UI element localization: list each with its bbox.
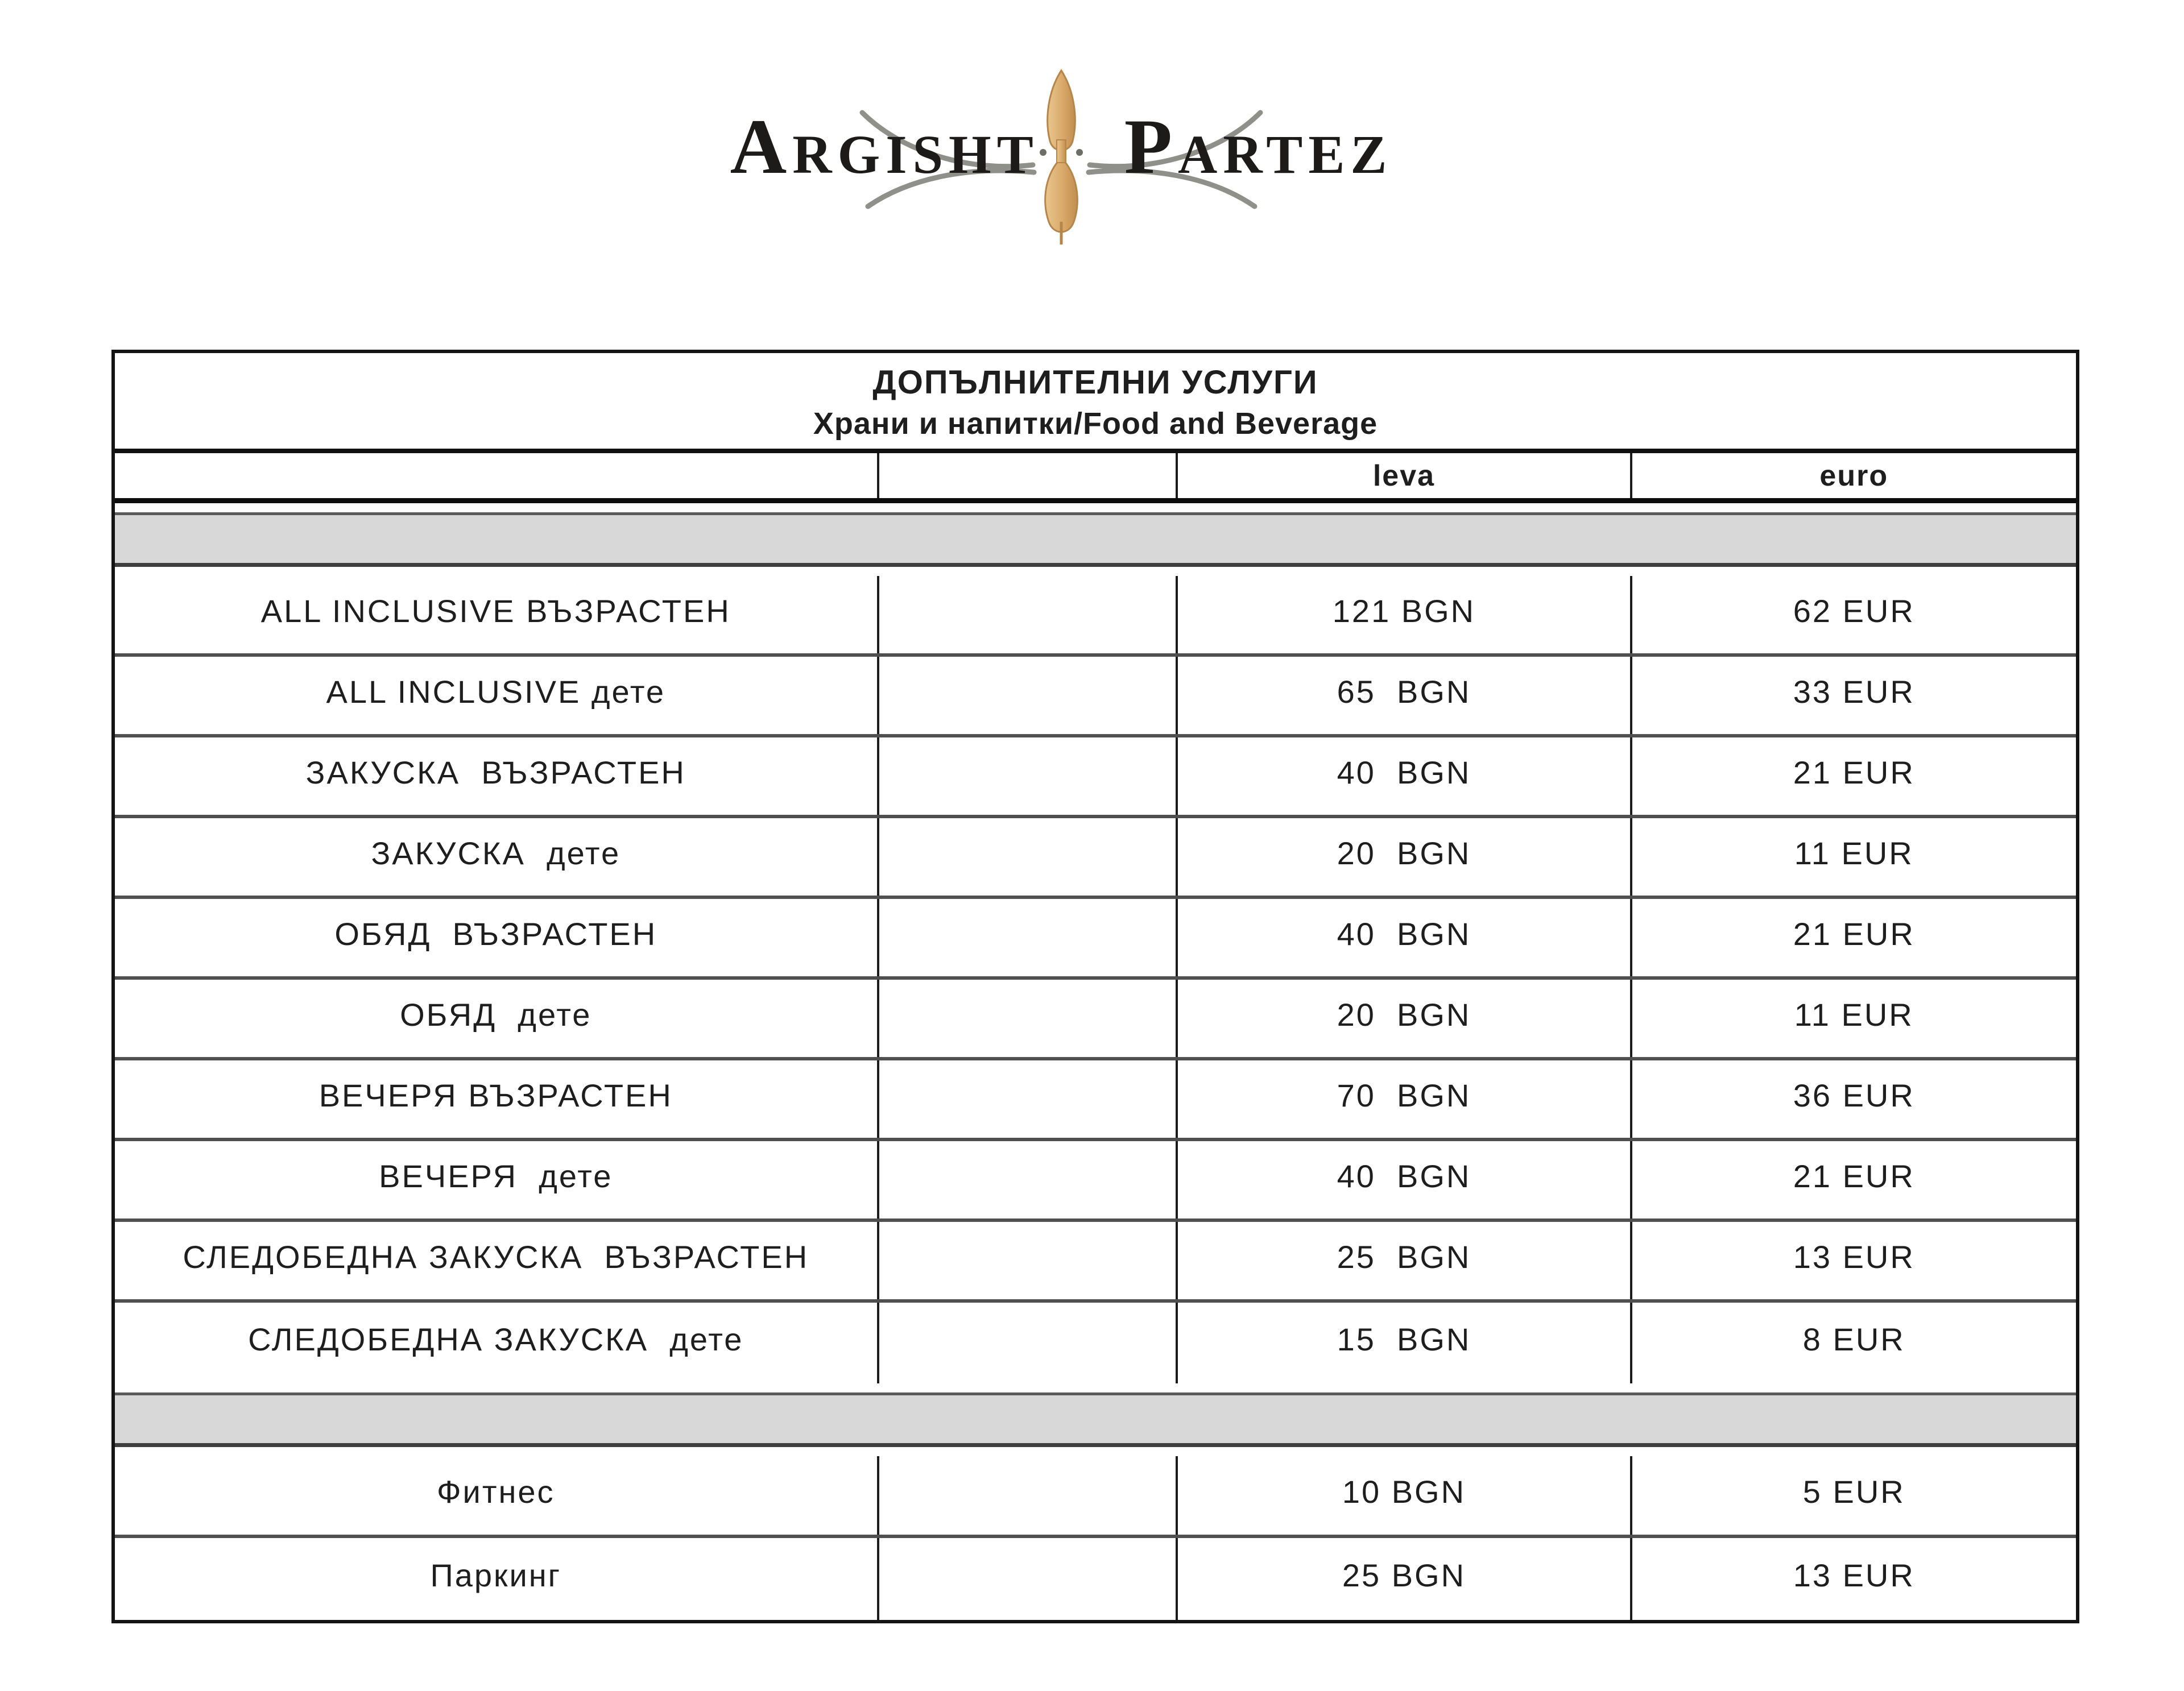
- service-extra-cell: [877, 1538, 1176, 1620]
- logo-text: [663, 67, 1459, 192]
- service-name: Паркинг: [430, 1557, 562, 1593]
- service-price-euro: 13 EUR: [1630, 1222, 2076, 1299]
- service-row: [115, 1060, 2076, 1141]
- service-price-leva: 20 BGN: [1176, 980, 1629, 1057]
- column-header-row: [115, 453, 2076, 503]
- service-name: ОБЯД ВЪЗРАСТЕН: [334, 915, 657, 952]
- band-fill: [115, 512, 2076, 567]
- service-price-euro: 11 EUR: [1630, 980, 2076, 1057]
- service-price-leva: 40 BGN: [1176, 1141, 1629, 1218]
- service-name: ВЕЧЕРЯ ВЪЗРАСТЕН: [318, 1077, 673, 1113]
- service-price-leva: 25 BGN: [1176, 1538, 1629, 1620]
- service-row: [115, 1456, 2076, 1538]
- service-price-euro: 5 EUR: [1630, 1456, 2076, 1535]
- price-table: [111, 350, 2079, 1623]
- service-row: [115, 737, 2076, 818]
- service-extra-cell: [877, 1303, 1176, 1383]
- service-name: ОБЯД дете: [400, 996, 592, 1033]
- service-price-leva: 121 BGN: [1176, 576, 1629, 653]
- service-price-euro: 11 EUR: [1630, 818, 2076, 896]
- service-row: [115, 657, 2076, 737]
- service-name: ALL INCLUSIVE дете: [326, 673, 665, 710]
- service-extra-cell: [877, 657, 1176, 734]
- table-header: [115, 353, 2076, 453]
- service-row: [115, 1222, 2076, 1303]
- service-name: СЛЕДОБЕДНА ЗАКУСКА ВЪЗРАСТЕН: [183, 1238, 809, 1275]
- service-extra-cell: [877, 1222, 1176, 1299]
- table-subtitle: Храни и напитки/Food and Beverage: [813, 407, 1378, 441]
- section-divider-band: [115, 1383, 2076, 1456]
- service-row: [115, 899, 2076, 980]
- service-price-leva: 65 BGN: [1176, 657, 1629, 734]
- logo-word-partez: PARTEZ: [1124, 103, 1393, 190]
- service-price-euro: 13 EUR: [1630, 1538, 2076, 1620]
- service-name: СЛЕДОБЕДНА ЗАКУСКА дете: [248, 1321, 744, 1357]
- service-price-leva: 10 BGN: [1176, 1456, 1629, 1535]
- service-price-euro: 62 EUR: [1630, 576, 2076, 653]
- service-name: ЗАКУСКА ВЪЗРАСТЕН: [305, 754, 686, 790]
- service-price-euro: 21 EUR: [1630, 899, 2076, 976]
- service-name: ALL INCLUSIVE ВЪЗРАСТЕН: [260, 592, 731, 629]
- section-divider-band: [115, 503, 2076, 576]
- service-extra-cell: [877, 1141, 1176, 1218]
- service-price-euro: 33 EUR: [1630, 657, 2076, 734]
- service-price-euro: 36 EUR: [1630, 1060, 2076, 1138]
- service-row: [115, 1538, 2076, 1620]
- service-price-euro: 21 EUR: [1630, 1141, 2076, 1218]
- band-fill: [115, 1392, 2076, 1447]
- service-price-leva: 25 BGN: [1176, 1222, 1629, 1299]
- service-price-leva: 15 BGN: [1176, 1303, 1629, 1383]
- service-extra-cell: [877, 737, 1176, 815]
- service-extra-cell: [877, 899, 1176, 976]
- service-row: [115, 818, 2076, 899]
- service-price-euro: 21 EUR: [1630, 737, 2076, 815]
- column-header-leva: leva: [1176, 453, 1629, 498]
- column-header-name: [115, 453, 877, 498]
- logo-word-argisht: ARGISHT: [730, 103, 1039, 190]
- service-price-leva: 20 BGN: [1176, 818, 1629, 896]
- service-row: [115, 576, 2076, 657]
- service-row: [115, 1141, 2076, 1222]
- service-name: ЗАКУСКА дете: [371, 835, 621, 871]
- service-extra-cell: [877, 1060, 1176, 1138]
- service-extra-cell: [877, 576, 1176, 653]
- logo: [663, 67, 1459, 238]
- table-title: ДОПЪЛНИТЕЛНИ УСЛУГИ: [872, 364, 1318, 401]
- service-extra-cell: [877, 818, 1176, 896]
- column-header-euro: euro: [1630, 453, 2076, 498]
- service-price-leva: 70 BGN: [1176, 1060, 1629, 1138]
- service-extra-cell: [877, 1456, 1176, 1535]
- service-name: Фитнес: [436, 1473, 555, 1510]
- service-row: [115, 1303, 2076, 1383]
- service-extra-cell: [877, 980, 1176, 1057]
- column-header-extra: [877, 453, 1176, 498]
- service-name: ВЕЧЕРЯ дете: [379, 1158, 613, 1194]
- service-row: [115, 980, 2076, 1060]
- service-price-leva: 40 BGN: [1176, 899, 1629, 976]
- service-price-leva: 40 BGN: [1176, 737, 1629, 815]
- service-price-euro: 8 EUR: [1630, 1303, 2076, 1383]
